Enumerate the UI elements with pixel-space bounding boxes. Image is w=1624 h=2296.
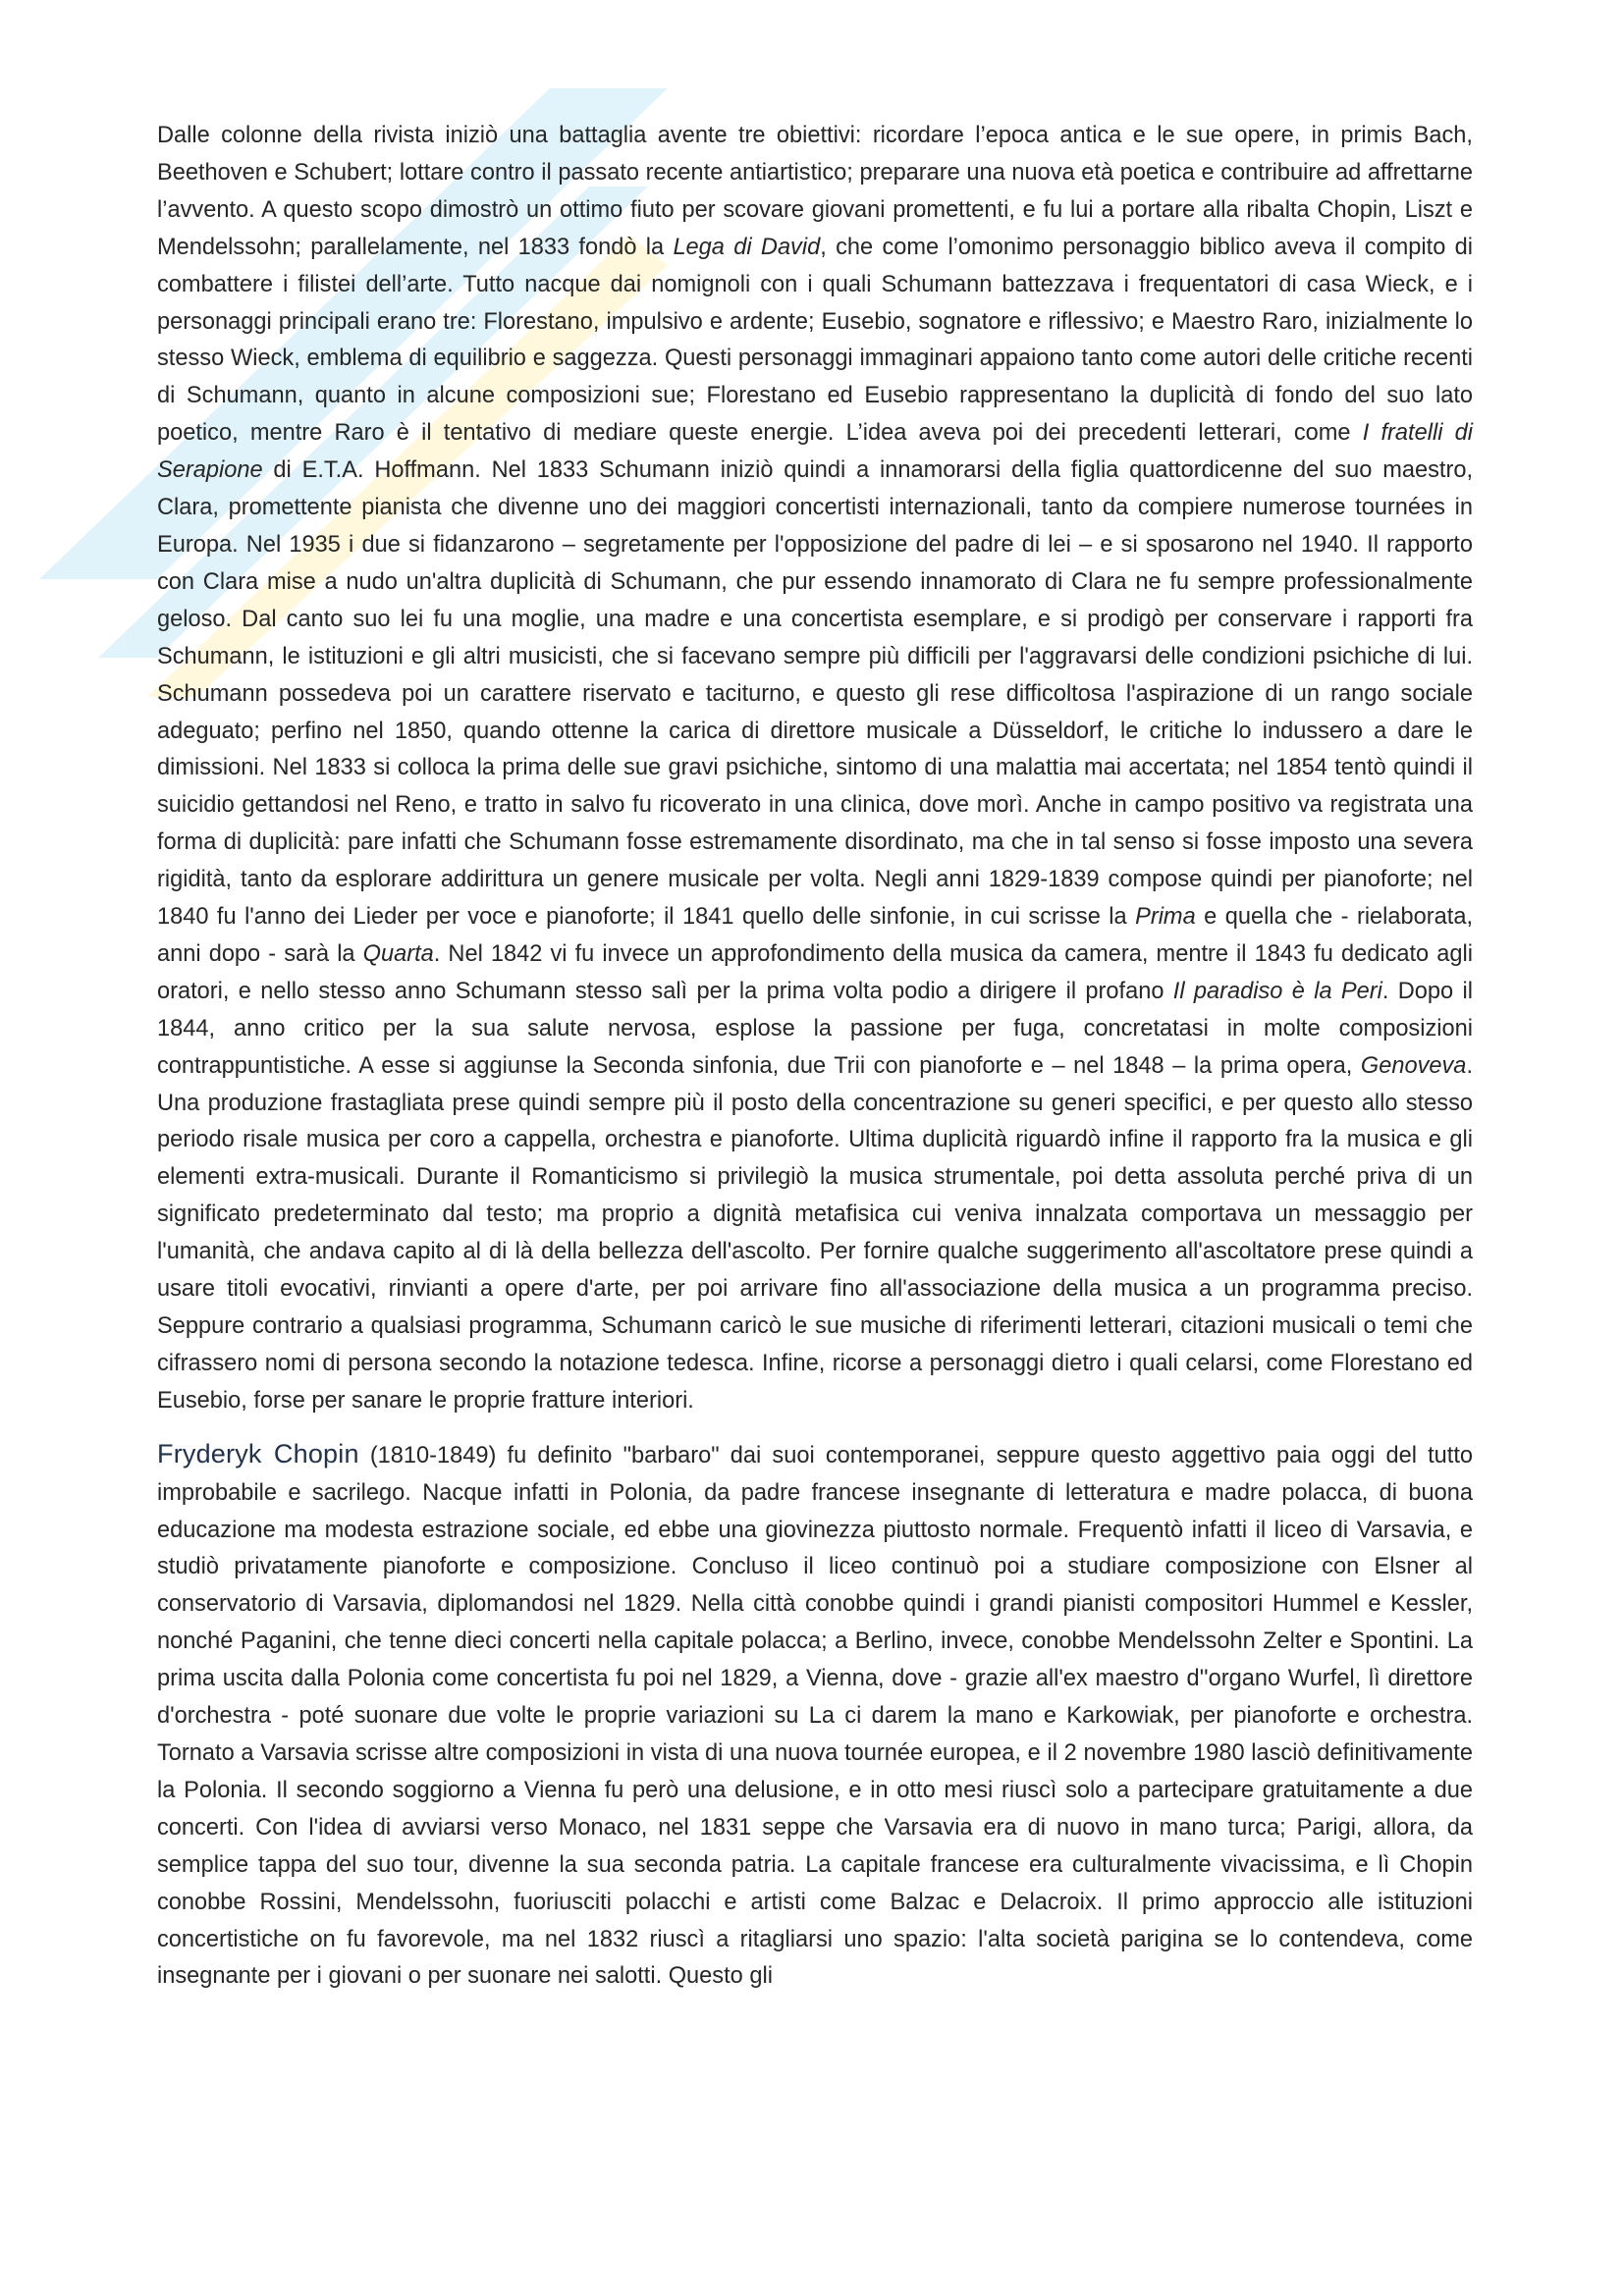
document-page xyxy=(157,118,1473,1996)
text-run: . Una produzione frastagliata prese quindi sempre più il posto della concentrazione su generi specifici, e per questo allo stesso periodo risale musica per coro a cappella, orchestra e pianoforte. Ultima duplicità riguardò infine il rapporto fra la musica e gli elementi extra-musicali. Durante il Romanticismo si privilegiò la musica strumentale, poi detta assoluta perché priva di un significato predeterminato dal testo; ma proprio a dignità metafisica cui veniva innalzata comportava un messaggio per l'umanità, che andava capito al di là della bellezza dell'ascolto. Per fornire qualche suggerimento all'ascoltatore prese quindi a usare titoli evocativi, rinvianti a opere d'arte, per poi arrivare fino all'associazione della musica a un programma preciso. Seppure contrario a qualsiasi programma, Schumann caricò le sue musiche di riferimenti letterari, citazioni musicali o temi che cifrassero nomi di persona secondo la notazione tedesca. Infine, ricorse a personaggi dietro i quali celarsi, come Florestano ed Eusebio, forse per sanare le proprie fratture interiori. xyxy=(157,1052,1473,1414)
text-run: . Dopo il 1844, anno critico per la sua salute nervosa, esplose la passione per fuga, concretatasi in molte composizioni contrappuntistiche. A esse si aggiunse la Seconda sinfonia, due Trii con pianoforte e – nel 1848 – la prima opera, xyxy=(157,978,1473,1079)
italic-title: Prima xyxy=(1135,904,1196,931)
italic-title: Lega di David xyxy=(673,234,821,260)
text-run: , che come l’omonimo personaggio biblico aveva il compito di combattere i filistei dell’arte. Tutto nacque dai nomignoli con i quali Schumann battezzava i frequentatori di casa Wieck, e i personaggi principali erano tre: Florestano, impulsivo e ardente; Eusebio, sognatore e riflessivo; e Maestro Raro, inizialmente lo stesso Wieck, emblema di equilibrio e saggezza. Questi personaggi immaginari appaiono tanto come autori delle critiche recenti di Schumann, quanto in alcune composizioni sue; Florestano ed Eusebio rappresentano la duplicità di fondo del suo lato poetico, mentre Raro è il tentativo di mediare queste energie. L’idea aveva poi dei precedenti letterari, come xyxy=(157,234,1473,447)
text-run: di E.T.A. Hoffmann. Nel 1833 Schumann iniziò quindi a innamorarsi della figlia quattordicenne del suo maestro, Clara, promettente pianista che divenne uno dei maggiori concertisti internazionali, tanto da compiere numerose tournées in Europa. Nel 1935 i due si fidanzarono – segretamente per l'opposizione del padre di lei – e si sposarono nel 1940. Il rapporto con Clara mise a nudo un'altra duplicità di Schumann, che pur essendo innamorato di Clara ne fu sempre professionalmente geloso. Dal canto suo lei fu una moglie, una madre e una concertista esemplare, e si prodigò per conservare i rapporti fra Schumann, le istituzioni e gli altri musicisti, che si facevano sempre più difficili per l'aggravarsi delle condizioni psichiche di lui. Schumann possedeva poi un carattere riservato e taciturno, e questo gli rese difficoltosa l'aspirazione di un rango sociale adeguato; perfino nel 1850, quando ottenne la carica di direttore musicale a Düsseldorf, le critiche lo indussero a dare le dimissioni. Nel 1833 si colloca la prima delle sue gravi psichiche, sintomo di una malattia mai accertata; nel 1854 tentò quindi il suicidio gettandosi nel Reno, e tratto in salvo fu ricoverato in una clinica, dove morì. Anche in campo positivo va registrata una forma di duplicità: pare infatti che Schumann fosse estremamente disordinato, ma che in tal senso si fosse imposto una severa rigidità, tanto da esplorare addirittura un genere musicale per volta. Negli anni 1829-1839 compose quindi per pianoforte; nel 1840 fu l'anno dei Lieder per voce e pianoforte; il 1841 quello delle sinfonie, in cui scrisse la xyxy=(157,457,1473,931)
paragraph-schumann xyxy=(157,118,1473,1420)
section-heading-chopin: Fryderyk Chopin xyxy=(157,1438,359,1468)
italic-title: Il paradiso è la Peri xyxy=(1172,978,1382,1004)
italic-title: Quarta xyxy=(362,940,434,967)
italic-title: I fratelli di Serapione xyxy=(157,420,1473,484)
text-run: . Nel 1842 vi fu invece un approfondimento della musica da camera, mentre il 1843 fu dedicato agli oratori, e nello stesso anno Schumann stesso salì per la prima volta podio a dirigere il profano xyxy=(157,940,1473,1004)
italic-title: Genoveva xyxy=(1360,1052,1467,1079)
paragraph-chopin xyxy=(157,1436,1473,1997)
text-run: Dalle colonne della rivista iniziò una battaglia avente tre obiettivi: ricordare l’epoca antica e le sue opere, in primis Bach, Beethoven e Schubert; lottare contro il passato recente antiartistico; preparare una nuova età poetica e contribuire ad affrettarne l’avvento. A questo scopo dimostrò un ottimo fiuto per scovare giovani promettenti, e fu lui a portare alla ribalta Chopin, Liszt e Mendelssohn; parallelamente, nel 1833 fondò la xyxy=(157,123,1473,260)
text-run: (1810-1849) fu definito "barbaro" dai suoi contemporanei, seppure questo aggettivo paia oggi del tutto improbabile e sacrilego. Nacque infatti in Polonia, da padre francese insegnante di letteratura e madre polacca, di buona educazione ma modesta estrazione sociale, ed ebbe una giovinezza piuttosto normale. Frequentò infatti il liceo di Varsavia, e studiò privatamente pianoforte e composizione. Concluso il liceo continuò poi a studiare composizione con Elsner al conservatorio di Varsavia, diplomandosi nel 1829. Nella città conobbe quindi i grandi pianisti compositori Hummel e Kessler, nonché Paganini, che tenne dieci concerti nella capitale polacca; a Berlino, invece, conobbe Mendelssohn Zelter e Spontini. La prima uscita dalla Polonia come concertista fu poi nel 1829, a Vienna, dove - grazie all'ex maestro d''organo Wurfel, lì direttore d'orchestra - poté suonare due volte le proprie variazioni su La ci darem la mano e Karkowiak, per pianoforte e orchestra. Tornato a Varsavia scrisse altre composizioni in vista di una nuova tournée europea, e il 2 novembre 1980 lasciò definitivamente la Polonia. Il secondo soggiorno a Vienna fu però una delusione, e in otto mesi riuscì solo a partecipare gratuitamente a due concerti. Con l'idea di avviarsi verso Monaco, nel 1831 seppe che Varsavia era di nuovo in mano turca; Parigi, allora, da semplice tappa del suo tour, divenne la sua seconda patria. La capitale francese era culturalmente vivacissima, e lì Chopin conobbe Rossini, Mendelssohn, fuoriusciti polacchi e artisti come Balzac e Delacroix. Il primo approccio alle istituzioni concertistiche on fu favorevole, ma nel 1832 riuscì a ritagliarsi uno spazio: l'alta società parigina se lo contendeva, come insegnante per i giovani o per suonare nei salotti. Questo gli xyxy=(157,1442,1473,1990)
text-run: e quella che - rielaborata, anni dopo - sarà la xyxy=(157,904,1473,967)
